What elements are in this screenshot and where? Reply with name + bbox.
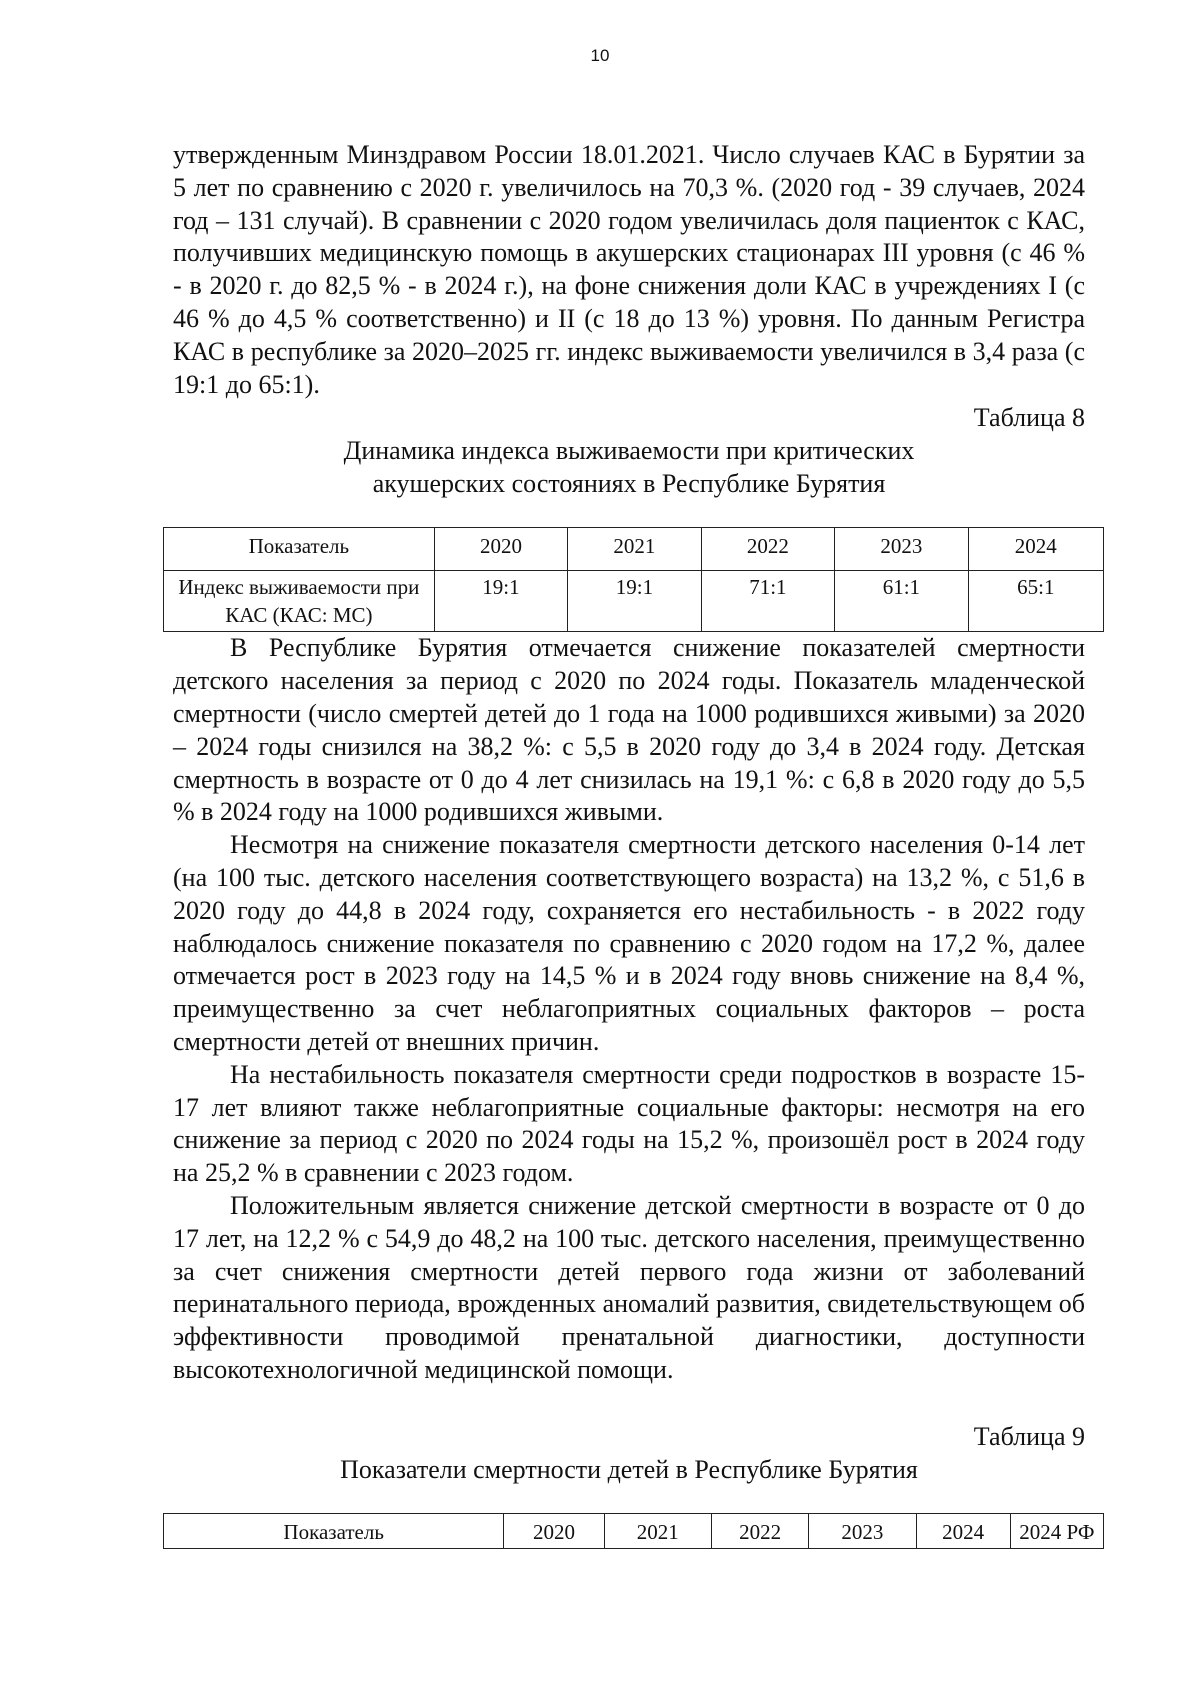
paragraph-child-mortality: В Республике Бурятия отмечается снижение показателей смертности детского населения за период с 2020 по 2024 годы. Показатель младенческой смертности (число смертей детей до 1 года на 1000 родившихся живыми) за 2020 – 2024 годы снизился на 38,2 %: с 5,5 в 2020 году до 3,4 в 2024 году. Детская смертность в возрасте от 0 до 4 лет снизилась на 19,1 %: с 6,8 в 2020 году до 5,5 % в 2024 году на 1000 родившихся живыми. <box>173 633 1085 827</box>
table-8-title: Динамика индекса выживаемости при критических акушерских состояниях в Республике Бурятия <box>343 436 915 499</box>
table-cell: 61:1 <box>835 571 968 632</box>
header-cell: 2024 <box>916 1513 1010 1548</box>
header-cell: 2021 <box>568 528 701 571</box>
table-header-row <box>164 528 1104 571</box>
spacer <box>173 1387 1085 1420</box>
header-cell: Показатель <box>164 1513 504 1548</box>
survival-index-table <box>163 527 1104 632</box>
header-cell: 2020 <box>504 1513 604 1548</box>
paragraph-teen-mortality: На нестабильность показателя смертности среди подростков в возрасте 15-17 лет влияют также неблагоприятные социальные факторы: несмотря на его снижение за период с 2020 по 2024 годы на 15,2 %, произошёл рост в 2024 году на 25,2 % в сравнении с 2023 годом. <box>173 1059 1085 1188</box>
header-cell: 2023 <box>835 528 968 571</box>
paragraph-mortality-instability: Несмотря на снижение показателя смертности детского населения 0-14 лет (на 100 тыс. детского населения соответствующего возраста) на 13,2 %, с 51,6 в 2020 году до 44,8 в 2024 году, сохраняется его нестабильность - в 2022 году наблюдалось снижение показателя по сравнению с 2020 годом на 17,2 %, далее отмечается рост в 2023 году на 14,5 % и в 2024 году вновь снижение на 8,4 %, преимущественно за счет неблагоприятных социальных факторов – роста смертности детей от внешних причин. <box>173 830 1085 1056</box>
table-8-label: Таблица 8 <box>973 403 1085 433</box>
header-cell: 2022 <box>711 1513 808 1548</box>
document-body <box>173 139 1095 1549</box>
header-cell: 2020 <box>434 528 567 571</box>
paragraph-mortality-decrease: Положительным является снижение детской смертности в возрасте от 0 до 17 лет, на 12,2 % с 54,9 до 48,2 на 100 тыс. детского населения, преимущественно за счет снижения смертности детей первого года жизни от заболеваний перинатального периода, врожденных аномалий развития, свидетельствующем об эффективности проводимой пренатальной диагностики, доступности высокотехнологичной медицинской помощи. <box>173 1190 1085 1384</box>
table-row <box>164 571 1104 632</box>
page-number: 10 <box>590 46 610 65</box>
table-9-label: Таблица 9 <box>973 1421 1085 1451</box>
table-cell: 19:1 <box>568 571 701 632</box>
table-cell: 71:1 <box>701 571 834 632</box>
table-9-title: Показатели смертности детей в Республике Бурятия <box>340 1454 918 1484</box>
table-cell: 65:1 <box>968 571 1103 632</box>
table-cell: Индекс выживаемости при КАС (КАС: МС) <box>164 571 435 632</box>
child-mortality-table <box>163 1513 1104 1549</box>
header-cell: 2023 <box>809 1513 916 1548</box>
paragraph-kas-cases: утвержденным Минздравом России 18.01.2021. Число случаев КАС в Бурятии за 5 лет по сравнению с 2020 г. увеличилось на 70,3 %. (2020 год - 39 случаев, 2024 год – 131 случай). В сравнении с 2020 годом увеличилась доля пациенток с КАС, получивших медицинскую помощь в акушерских стационарах III уровня (с 46 % - в 2020 г. до 82,5 % - в 2024 г.), на фоне снижения доли КАС в учреждениях I (с 46 % до 4,5 % соответственно) и II (с 18 до 13 %) уровня. По данным Регистра КАС в республике за 2020–2025 гг. индекс выживаемости увеличился в 3,4 раза (с 19:1 до 65:1). <box>173 140 1085 399</box>
table-header-row <box>164 1513 1104 1548</box>
table-cell: 19:1 <box>434 571 567 632</box>
header-cell: Показатель <box>164 528 435 571</box>
header-cell: 2021 <box>604 1513 711 1548</box>
header-cell: 2024 РФ <box>1010 1513 1103 1548</box>
header-cell: 2022 <box>701 528 834 571</box>
header-cell: 2024 <box>968 528 1103 571</box>
